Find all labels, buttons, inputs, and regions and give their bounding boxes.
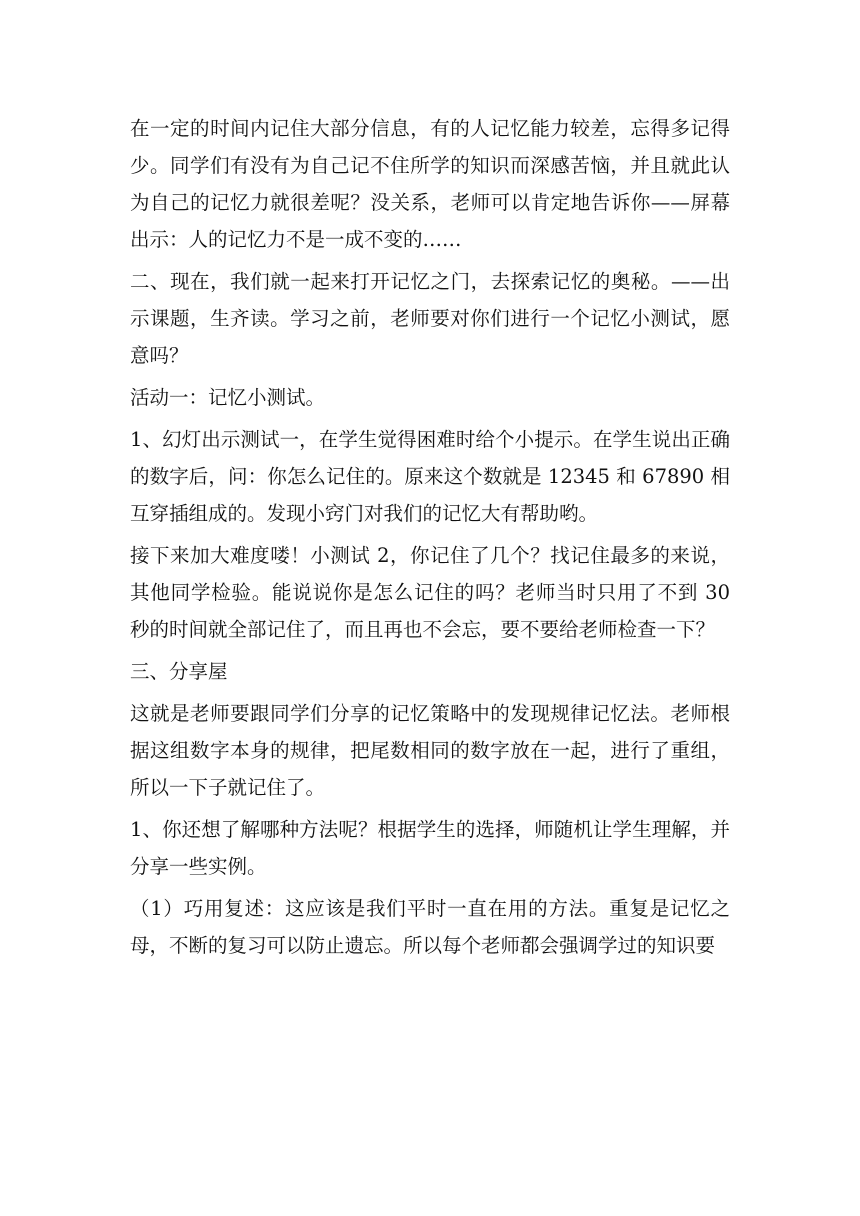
paragraph-memory-intro: 在一定的时间内记住大部分信息，有的人记忆能力较差，忘得多记得少。同学们有没有为自己记不住所学的知识而深感苦恼，并且就此认为自己的记忆力就很差呢？没关系，老师可以肯定地告诉你——屏幕出示：人的记忆力不是一成不变的…… [130,117,730,251]
paragraph-choose-method: 1、你还想了解哪种方法呢？根据学生的选择，师随机让学生理解，并分享一些实例。 [130,818,730,878]
document-body [130,110,730,969]
paragraph-section-two: 二、现在，我们就一起来打开记忆之门，去探索记忆的奥秘。——出示课题，生齐读。学习之前，老师要对你们进行一个记忆小测试，愿意吗？ [130,270,730,367]
paragraph-test-two: 接下来加大难度喽！小测试 2，你记住了几个？找记住最多的来说，其他同学检验。能说说你是怎么记住的吗？老师当时只用了不到 30 秒的时间就全部记住了，而且再也不会忘，要不要给老师检查一下？ [130,544,730,641]
paragraph-pattern-method: 这就是老师要跟同学们分享的记忆策略中的发现规律记忆法。老师根据这组数字本身的规律，把尾数相同的数字放在一起，进行了重组，所以一下子就记住了。 [130,702,730,799]
paragraph-activity-one-heading: 活动一：记忆小测试。 [130,386,326,409]
paragraph-test-one: 1、幻灯出示测试一，在学生觉得困难时给个小提示。在学生说出正确的数字后，问：你怎么记住的。原来这个数就是 12345 和 67890 相互穿插组成的。发现小窍门对我们的记忆大有帮助哟。 [130,428,730,525]
paragraph-repetition-method: （1）巧用复述：这应该是我们平时一直在用的方法。重复是记忆之母，不断的复习可以防止遗忘。所以每个老师都会强调学过的知识要 [130,897,730,957]
paragraph-section-three-heading: 三、分享屋 [130,660,228,683]
